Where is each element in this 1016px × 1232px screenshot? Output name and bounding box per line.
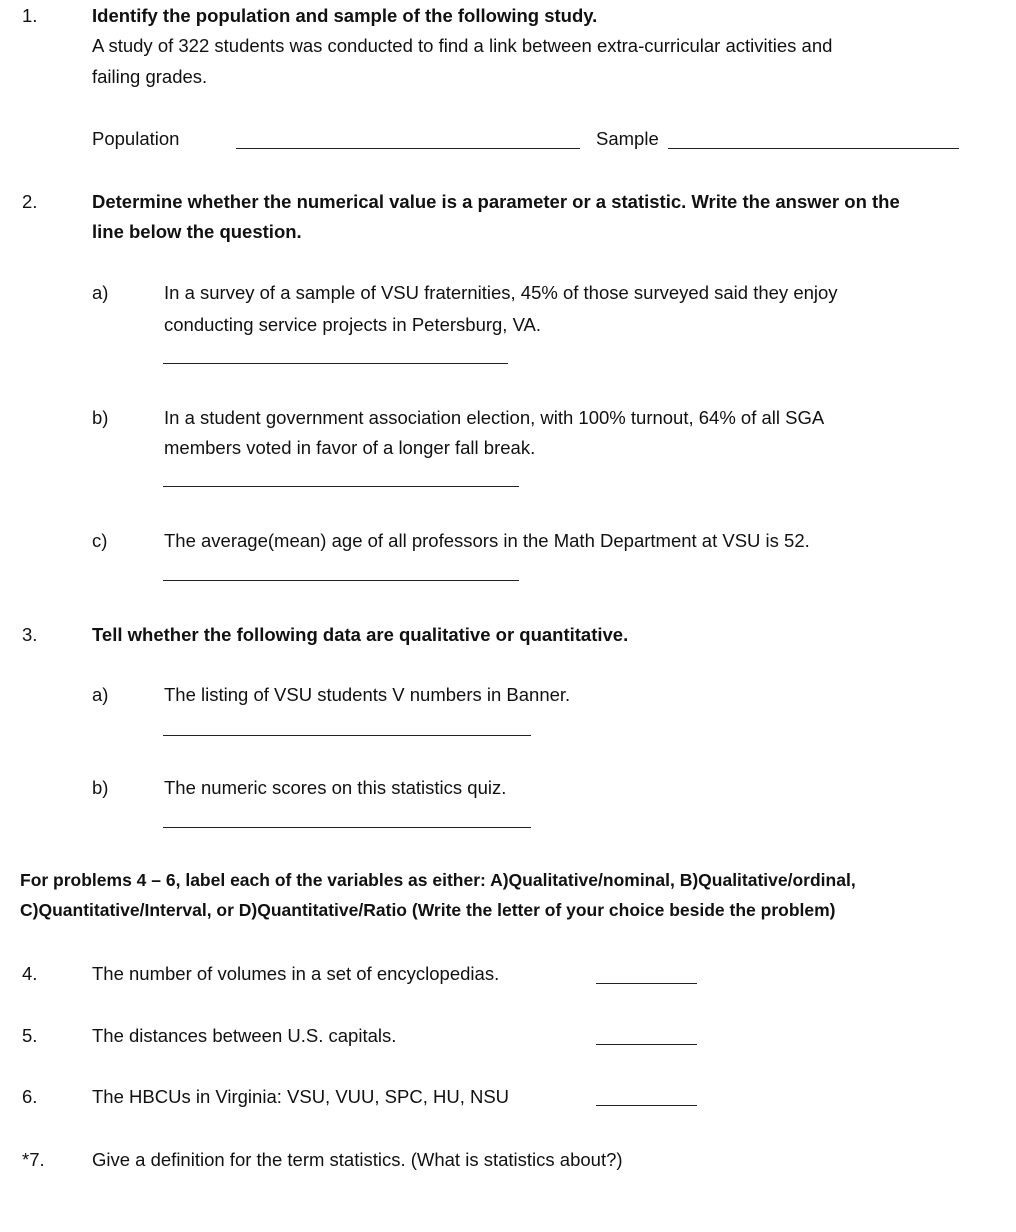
q4-answer-line[interactable] <box>596 983 697 984</box>
q3b-text: The numeric scores on this statistics quiz. <box>164 777 507 798</box>
q3-heading: Tell whether the following data are qualitative or quantitative. <box>92 624 629 645</box>
q4-text: The number of volumes in a set of encyclopedias. <box>92 963 500 984</box>
q2b-text-line1: In a student government association election, with 100% turnout, 64% of all SGA <box>164 407 825 428</box>
population-answer-line[interactable] <box>236 148 580 149</box>
q2-heading-line1: Determine whether the numerical value is a parameter or a statistic. Write the answer on the <box>92 191 900 212</box>
q7-text: Give a definition for the term statistics. (What is statistics about?) <box>92 1149 623 1170</box>
q3a-text: The listing of VSU students V numbers in Banner. <box>164 684 571 705</box>
q2a-letter: a) <box>92 282 109 303</box>
q6-text: The HBCUs in Virginia: VSU, VUU, SPC, HU, NSU <box>92 1086 510 1107</box>
population-label: Population <box>92 128 180 149</box>
q1-text-line2: failing grades. <box>92 66 208 87</box>
q3-number: 3. <box>22 624 38 645</box>
q2b-text-line2: members voted in favor of a longer fall break. <box>164 437 536 458</box>
q2-number: 2. <box>22 191 38 212</box>
q5-number: 5. <box>22 1025 38 1046</box>
sample-answer-line[interactable] <box>668 148 959 149</box>
q5-answer-line[interactable] <box>596 1044 697 1045</box>
q1-number: 1. <box>22 5 38 26</box>
q2c-answer-line[interactable] <box>163 580 519 581</box>
q2c-letter: c) <box>92 530 108 551</box>
q2b-answer-line[interactable] <box>163 486 519 487</box>
q3b-answer-line[interactable] <box>163 827 531 828</box>
q2c-text-line1: The average(mean) age of all professors in the Math Department at VSU is 52. <box>164 530 810 551</box>
q3a-answer-line[interactable] <box>163 735 531 736</box>
q5-text: The distances between U.S. capitals. <box>92 1025 397 1046</box>
q2a-answer-line[interactable] <box>163 363 508 364</box>
q2a-text-line2: conducting service projects in Petersburg, VA. <box>164 314 542 335</box>
q6-answer-line[interactable] <box>596 1105 697 1106</box>
q2b-letter: b) <box>92 407 109 428</box>
q2-heading-line2: line below the question. <box>92 221 302 242</box>
instructions-line1: For problems 4 – 6, label each of the variables as either: A)Qualitative/nominal, B)Qualitative/ordinal, <box>20 870 856 890</box>
q3a-letter: a) <box>92 684 109 705</box>
q1-heading: Identify the population and sample of the following study. <box>92 5 598 26</box>
q4-number: 4. <box>22 963 38 984</box>
q2a-text-line1: In a survey of a sample of VSU fraternities, 45% of those surveyed said they enjoy <box>164 282 838 303</box>
q7-number: *7. <box>22 1149 45 1170</box>
instructions-line2: C)Quantitative/Interval, or D)Quantitative/Ratio (Write the letter of your choice beside the problem) <box>20 900 836 920</box>
q1-text-line1: A study of 322 students was conducted to find a link between extra-curricular activities and <box>92 35 833 56</box>
q6-number: 6. <box>22 1086 38 1107</box>
sample-label: Sample <box>596 128 659 149</box>
q3b-letter: b) <box>92 777 109 798</box>
